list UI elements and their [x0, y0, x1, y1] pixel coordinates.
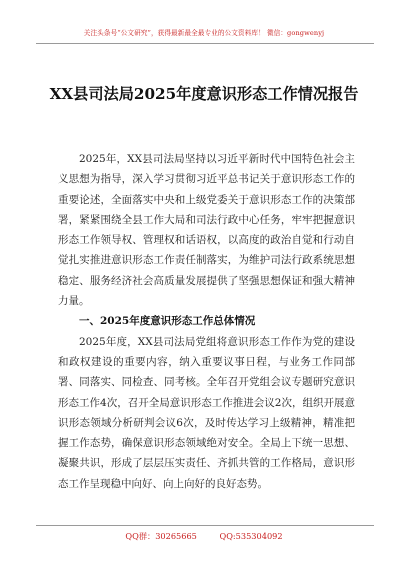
qq-group-label: QQ群：30265665 [125, 531, 197, 541]
header-divider [36, 43, 374, 44]
header-banner: 关注头条号“公文研究”，获得最新最全最专业的公文资料库！ 微信：gongwenyj [83, 29, 325, 37]
document-title: XX县司法局2025年度意识形态工作情况报告 [49, 85, 359, 103]
intro-paragraph: 2025年，XX县司法局坚持以习近平新时代中国特色社会主义思想为指导，深入学习贯彻习近平总书记关于意识形态工作的重要论述，全面落实中央和上级党委关于意识形态工作的决策部署，紧紧围绕全县工作大局和司法行政中心任务，牢牢把握意识形态工作领导权、管理权和话语权，以高度的政治自觉和行动自觉扎实推进意识形态工作责任制落实，为维护司法行政系统思想稳定、服务经济社会高质量发展提供了坚强思想保证和强大精神力量。 [58, 153, 355, 308]
section-paragraph: 2025年度，XX县司法局党组将意识形态工作作为党的建设和政权建设的重要内容，纳入重要议事日程，与业务工作同部署、同落实、同检查、同考核。全年召开党组会议专题研究意识形态工作4次，召开全局意识形态工作推进会议2次，组织开展意识形态领域分析研判会议6次，及时传达学习上级精神，精准把握工作态势，确保意识形态领域绝对安全。全局上下统一思想、凝聚共识，形成了层层压实责任、齐抓共管的工作格局，意识形态工作呈现稳中向好、向上向好的良好态势。 [58, 335, 355, 490]
section-heading: 一、2025年度意识形态工作总体情况 [79, 315, 256, 328]
document-body [58, 149, 355, 494]
qq-number-label: QQ:535304092 [219, 531, 283, 541]
footer-divider [36, 525, 374, 526]
footer-contacts [0, 531, 408, 542]
